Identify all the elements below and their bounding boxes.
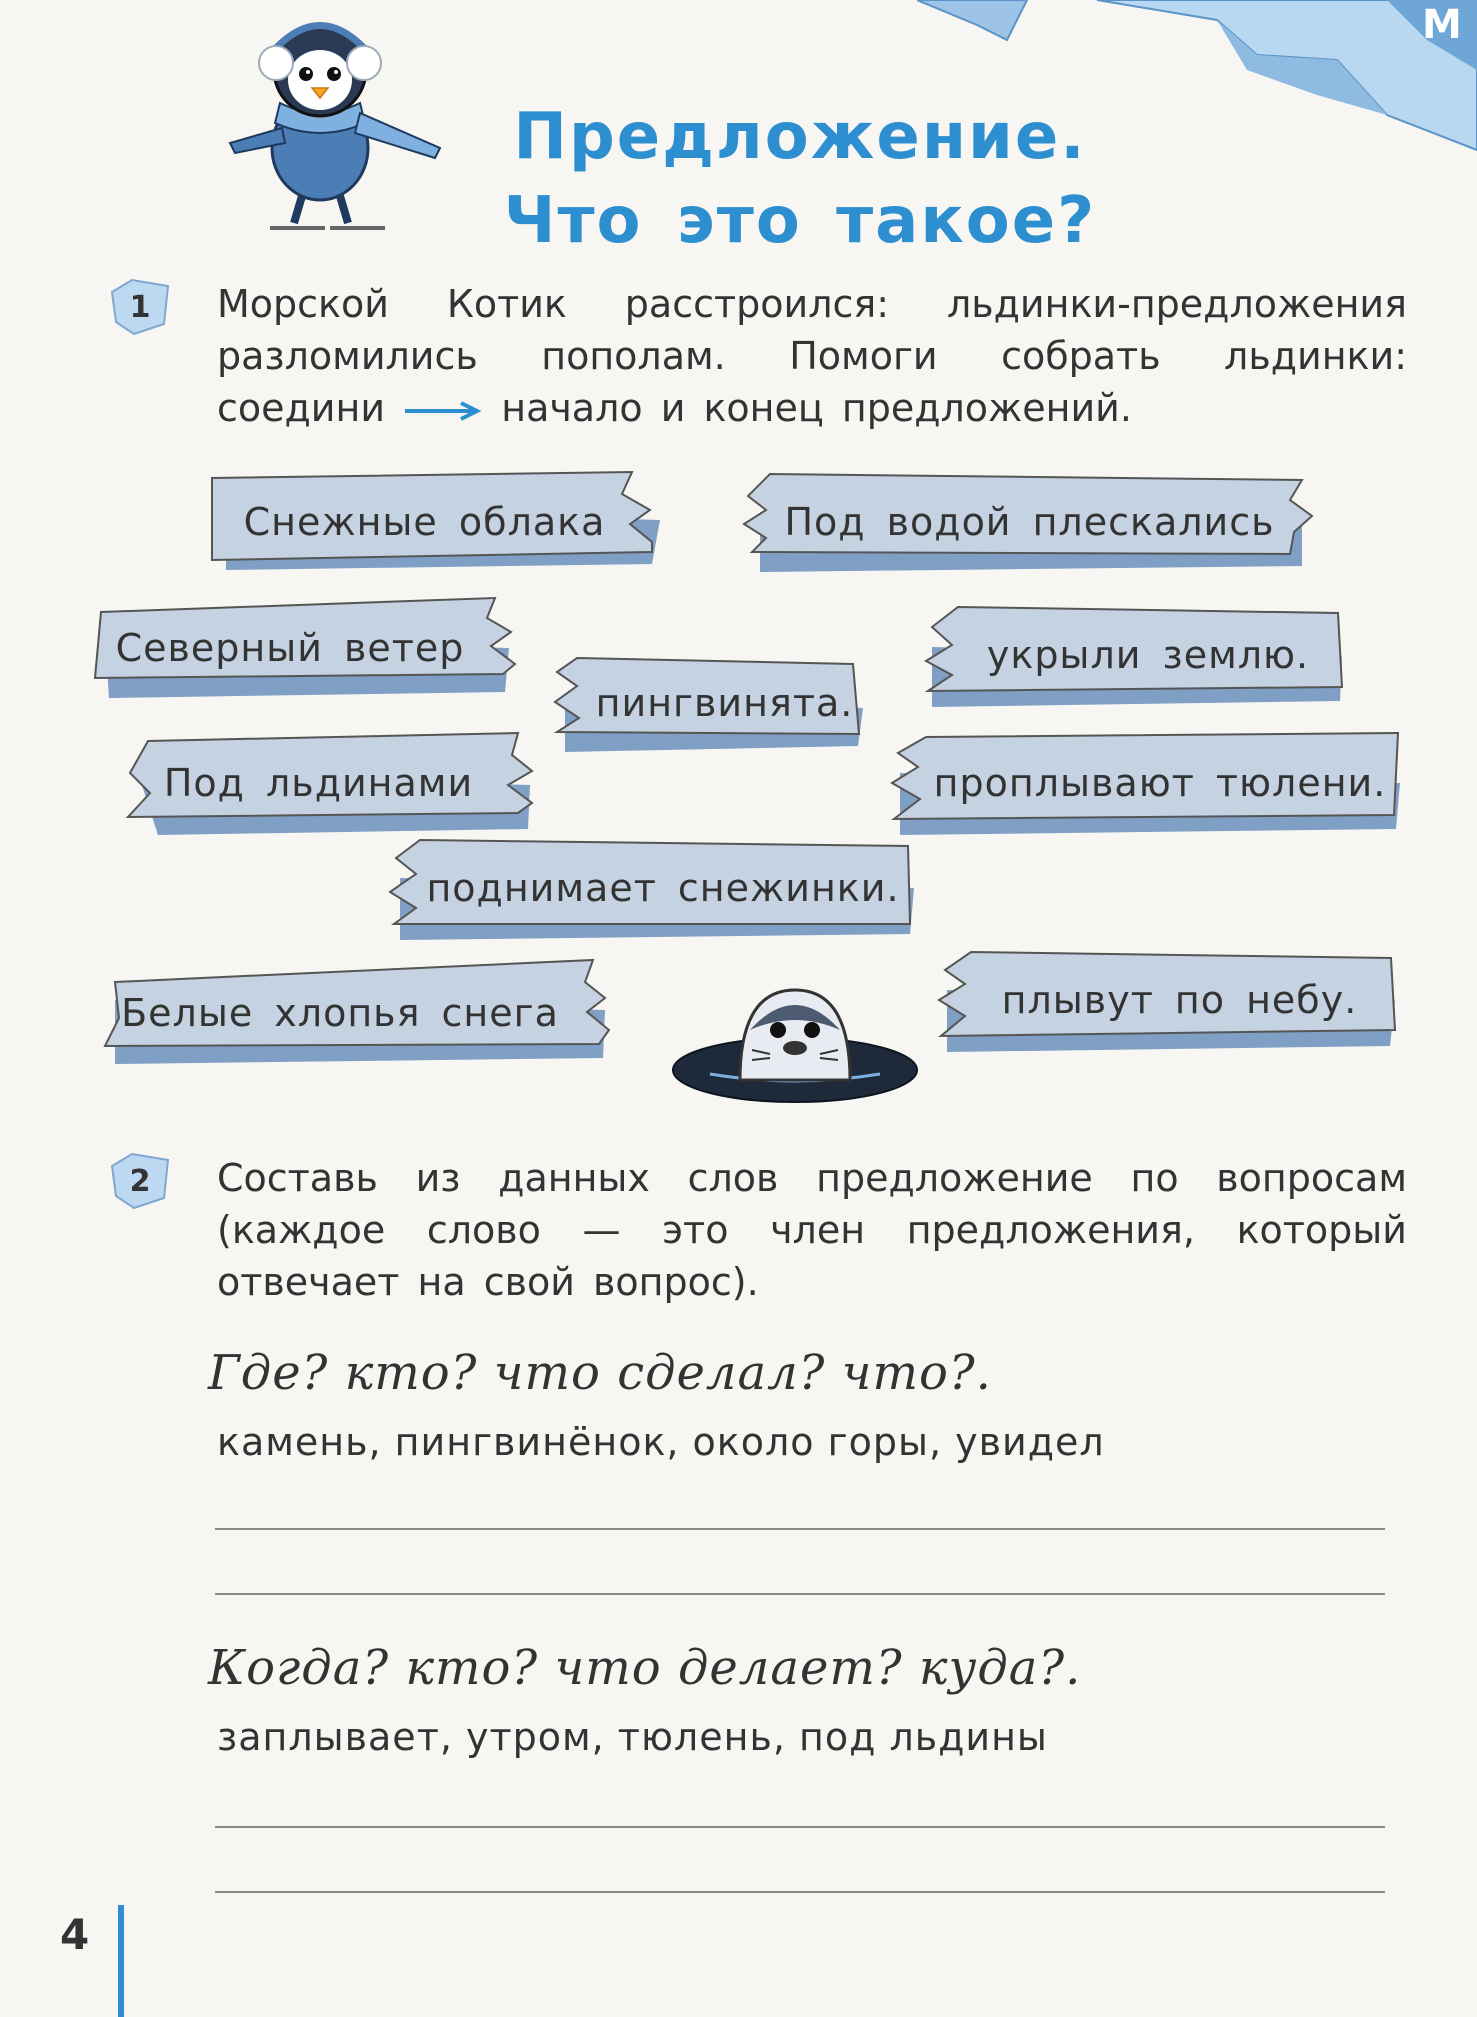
- ice-floe-4[interactable]: [922, 605, 1350, 705]
- task-1-number: 1: [129, 289, 151, 325]
- ice-floe-label: плывут по небу.: [1001, 978, 1358, 1022]
- task-1-line-3-end: начало и конец предложений.: [501, 386, 1132, 430]
- task-1-number-badge: [108, 278, 172, 336]
- ice-floe-9[interactable]: [105, 960, 615, 1065]
- arrow-right-icon: [403, 401, 483, 421]
- ice-floe-3[interactable]: [95, 598, 525, 698]
- page-margin-bar: [118, 1905, 124, 2017]
- answer-line-1[interactable]: [215, 1528, 1385, 1530]
- ice-floe-label: укрыли землю.: [986, 633, 1310, 677]
- ice-floe-label: Снежные облака: [243, 500, 606, 544]
- ice-floe-5[interactable]: [553, 658, 868, 748]
- task-2-line-3: отвечает на свой вопрос).: [217, 1260, 759, 1304]
- ice-floe-label: Под водой плескались: [784, 500, 1275, 544]
- ice-floe-label: проплывают тюлени.: [933, 761, 1387, 805]
- seal-illustration: [670, 970, 920, 1105]
- ice-floe-2[interactable]: [742, 472, 1317, 572]
- exercise-1-words: камень, пингвинёнок, около горы, увидел: [217, 1420, 1105, 1464]
- exercise-2-words: заплывает, утром, тюлень, под льдины: [217, 1715, 1048, 1759]
- corner-letter: М: [1422, 2, 1462, 48]
- task-2-instructions: [217, 1152, 1407, 1308]
- ice-floe-label: поднимает снежинки.: [426, 866, 900, 910]
- ice-floe-label: Северный ветер: [115, 626, 465, 670]
- exercise-1-questions: Где? кто? что сделал? что?.: [208, 1345, 992, 1401]
- ice-floe-label: Под льдинами: [163, 761, 474, 805]
- title-line-2: Что это такое?: [503, 184, 1097, 258]
- task-2-line-2: (каждое слово — это член предложения, который: [217, 1208, 1407, 1252]
- page-title: [400, 95, 1200, 263]
- answer-line-3[interactable]: [215, 1826, 1385, 1828]
- answer-line-4[interactable]: [215, 1891, 1385, 1893]
- task-2-line-1: Составь из данных слов предложение по вопросам: [217, 1156, 1407, 1200]
- task-1-line-2: разломились пополам. Помоги собрать льдинки:: [217, 334, 1407, 378]
- ice-floe-10[interactable]: [935, 950, 1400, 1050]
- ice-floe-label: Белые хлопья снега: [121, 990, 559, 1035]
- task-2-number: 2: [129, 1163, 151, 1199]
- ice-floe-6[interactable]: [128, 733, 543, 833]
- ice-floe-label: пингвинята.: [595, 681, 854, 725]
- task-2-number-badge: [108, 1152, 172, 1210]
- ice-floe-1[interactable]: [212, 472, 667, 572]
- task-1-line-1: Морской Котик расстроился: льдинки-предложения: [217, 282, 1407, 326]
- task-1-instructions: [217, 278, 1407, 434]
- task-1-line-3: [217, 382, 1407, 434]
- ice-floe-8[interactable]: [388, 838, 920, 938]
- ice-floe-7[interactable]: [888, 733, 1408, 833]
- answer-line-2[interactable]: [215, 1593, 1385, 1595]
- task-1-line-3-start: соедини: [217, 386, 386, 430]
- title-line-1: Предложение.: [513, 100, 1087, 174]
- exercise-2-questions: Когда? кто? что делает? куда?.: [208, 1640, 1082, 1696]
- page-number: 4: [60, 1910, 90, 1959]
